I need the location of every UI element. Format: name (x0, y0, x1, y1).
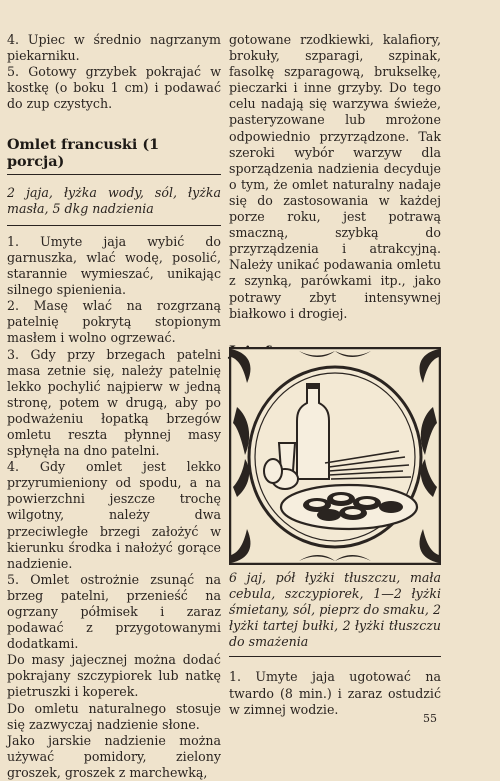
ingredients-omlet: 2 jaja, łyżka wody, sól, łyżka masła, 5 dkg nadzienia (7, 185, 221, 226)
continuation-text: gotowane rzodkiewki, kalafiory, brokuły, szparagi, szpinak, fasolkę szparagową, brukselkę, pieczarki i inne grzyby. Do tego celu nadają się warzywa świeże, pasteryzowane lub mrożone odpowiednio przyrządzone. Tak szeroki wybór warzyw dla sporządzenia nadzienia decyduje o tym, że omlet naturalny nadaje się do zastosowania w każdej porze roku, jest potrawą smaczną, szybką do przyrządzenia i atrakcyjną. Należy unikać podawania omletu z szynką, parówkami itp., jako potrawy zbyt intensywnej białkowo i drogiej. (229, 32, 441, 321)
spacer (7, 226, 221, 234)
recipe-title-omlet: Omlet francuski (1 porcja) (7, 137, 221, 174)
right-column (229, 32, 441, 365)
omlet-note-3: Jako jarskie nadzienie można używać pomidory, zielony groszek, groszek z marchewką, (7, 732, 221, 780)
omlet-step-1: 1. Umyte jaja wybić do garnuszka, wlać wodę, posolić, starannie wymieszać, unikając silnego spienienia. (7, 233, 221, 298)
page-number: 55 (423, 712, 437, 725)
jaja-step-1: 1. Umyte jaja ugotować na twardo (8 min.) i zaraz ostudzić w zimnej wodzie. (229, 669, 441, 717)
continuation-step-4: 4. Upiec w średnio nagrzanym piekarniku. (7, 32, 221, 64)
omlet-step-2: 2. Masę wlać na rozgrzaną patelnię pokrytą stopionym masłem i wolno ogrzewać. (7, 298, 221, 346)
continuation-step-5: 5. Gotowy grzybek pokrajać w kostkę (o boku 1 cm) i podawać do zup czystych. (7, 64, 221, 112)
omlet-step-3: 3. Gdy przy brzegach patelni masa zetnie się, należy patelnię lekko pochylić najpierw w jedną stronę, potem w drugą, aby po podważeniu łopatką brzegów omletu reszta płynnej masy spłynęła na dno patelni. (7, 346, 221, 459)
spacer (7, 112, 221, 137)
omlet-note-1: Do masy jajecznej można dodać pokrajany szczypiorek lub natkę pietruszki i koperek. (7, 652, 221, 700)
left-column (7, 32, 221, 781)
omlet-step-5: 5. Omlet ostrożnie zsunąć na brzeg patelni, przenieść na ogrzany półmisek i zaraz podawać z przygotowanymi dodatkami. (7, 571, 221, 652)
omlet-note-2: Do omletu naturalnego stosuje się zazwyczaj nadzienie słone. (7, 700, 221, 732)
stuffed-eggs-illustration (229, 347, 441, 565)
right-lower-block (229, 570, 441, 718)
ingredients-jaja: 6 jaj, pół łyżki tłuszczu, mała cebula, szczypiorek, 1—2 łyżki śmietany, sól, pieprz do smaku, 2 łyżki tartej bułki, 2 łyżki tłuszczu do smażenia (229, 570, 441, 657)
spacer (229, 322, 441, 344)
omlet-step-4: 4. Gdy omlet jest lekko przyrumieniony od spodu, a na powierzchni jeszcze trochę wilgotny, należy dwa przeciwległe brzegi założyć w kierunku środka i nałożyć gorące nadzienie. (7, 459, 221, 571)
